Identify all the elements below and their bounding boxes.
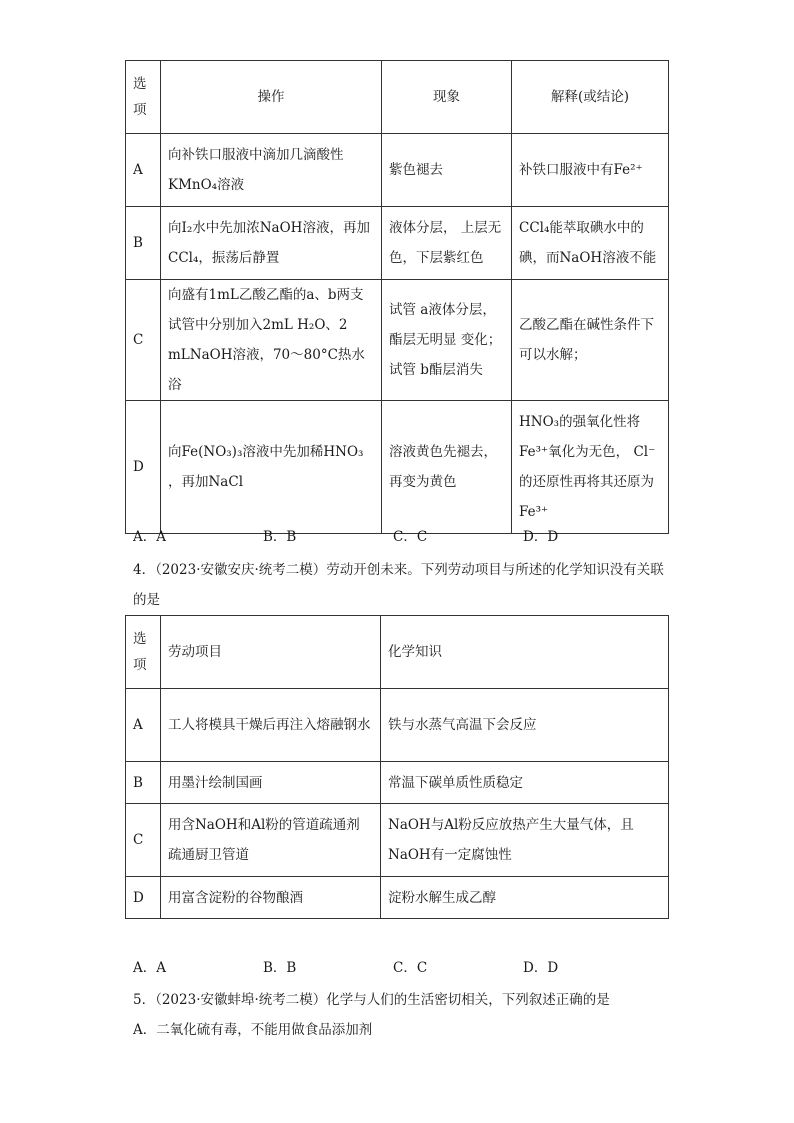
row-option: B [126, 207, 161, 280]
choice-b[interactable]: B．B [263, 960, 297, 976]
answer-choices-q4 [133, 958, 653, 978]
table-row [126, 689, 669, 762]
header-operation: 操作 [161, 61, 382, 134]
choice-a[interactable]: A．A [133, 529, 166, 545]
header-explanation: 解释(或结论) [512, 61, 669, 134]
row-chem-knowledge: 常温下碳单质性质稳定 [381, 762, 669, 804]
question-5-option-a[interactable]: A．二氧化硫有毒，不能用做食品添加剂 [133, 1022, 373, 1038]
row-option: A [126, 134, 161, 207]
row-option: C [126, 280, 161, 401]
row-chem-knowledge: 铁与水蒸气高温下会反应 [381, 689, 669, 762]
question-4-stem: 4．（2023·安徽安庆·统考二模）劳动开创未来。下列劳动项目与所述的化学知识没有关联的是 [133, 562, 664, 608]
row-explanation: CCl₄能萃取碘水中的碘，而NaOH溶液不能 [512, 207, 669, 280]
row-operation: 向补铁口服液中滴加几滴酸性KMnO₄溶液 [161, 134, 382, 207]
row-option: D [126, 877, 161, 919]
answer-choices-q3 [133, 527, 653, 547]
row-labor-item: 用含NaOH和Al粉的管道疏通剂疏通厨卫管道 [161, 804, 381, 877]
row-option: B [126, 762, 161, 804]
table-row [126, 134, 669, 207]
table-header-row [126, 61, 669, 134]
header-phenomenon: 现象 [382, 61, 512, 134]
row-phenomenon: 紫色褪去 [382, 134, 512, 207]
row-labor-item: 用墨汁绘制国画 [161, 762, 381, 804]
row-operation: 向I₂水中先加浓NaOH溶液，再加CCl₄，振荡后静置 [161, 207, 382, 280]
table-row [126, 762, 669, 804]
header-chem-knowledge: 化学知识 [381, 616, 669, 689]
row-option: A [126, 689, 161, 762]
header-option: 选项 [126, 61, 161, 134]
row-explanation: 乙酸乙酯在碱性条件下可以水解； [512, 280, 669, 401]
row-chem-knowledge: 淀粉水解生成乙醇 [381, 877, 669, 919]
table-row [126, 401, 669, 534]
table-row [126, 804, 669, 877]
row-labor-item: 工人将模具干燥后再注入熔融钢水 [161, 689, 381, 762]
choice-c[interactable]: C．C [393, 529, 428, 545]
row-operation: 向Fe(NO₃)₃溶液中先加稀HNO₃ ，再加NaCl [161, 401, 382, 534]
row-chem-knowledge: NaOH与Al粉反应放热产生大量气体，且NaOH有一定腐蚀性 [381, 804, 669, 877]
row-labor-item: 用富含淀粉的谷物酿酒 [161, 877, 381, 919]
header-labor-item: 劳动项目 [161, 616, 381, 689]
row-phenomenon: 溶液黄色先褪去，再变为黄色 [382, 401, 512, 534]
row-explanation: 补铁口服液中有Fe²⁺ [512, 134, 669, 207]
row-option: C [126, 804, 161, 877]
choice-a[interactable]: A．A [133, 960, 166, 976]
experiment-table [125, 60, 669, 534]
row-explanation: HNO₃的强氧化性将Fe³⁺氧化为无色， Cl⁻的还原性再将其还原为Fe³⁺ [512, 401, 669, 534]
row-operation: 向盛有1mL乙酸乙酯的a、b两支试管中分别加入2mL H₂O、2 mLNaOH溶液，70～80°C热水浴 [161, 280, 382, 401]
table-row [126, 280, 669, 401]
question-5-stem: 5．（2023·安徽蚌埠·统考二模）化学与人们的生活密切相关，下列叙述正确的是 [133, 992, 610, 1008]
row-phenomenon: 试管 a液体分层，酯层无明显 变化；试管 b酯层消失 [382, 280, 512, 401]
choice-d[interactable]: D．D [523, 529, 559, 545]
table-row [126, 207, 669, 280]
choice-b[interactable]: B．B [263, 529, 297, 545]
table-row [126, 877, 669, 919]
table-header-row [126, 616, 669, 689]
choice-d[interactable]: D．D [523, 960, 559, 976]
choice-c[interactable]: C．C [393, 960, 428, 976]
row-phenomenon: 液体分层， 上层无色，下层紫红色 [382, 207, 512, 280]
labor-table [125, 615, 669, 919]
row-option: D [126, 401, 161, 534]
header-option: 选项 [126, 616, 161, 689]
